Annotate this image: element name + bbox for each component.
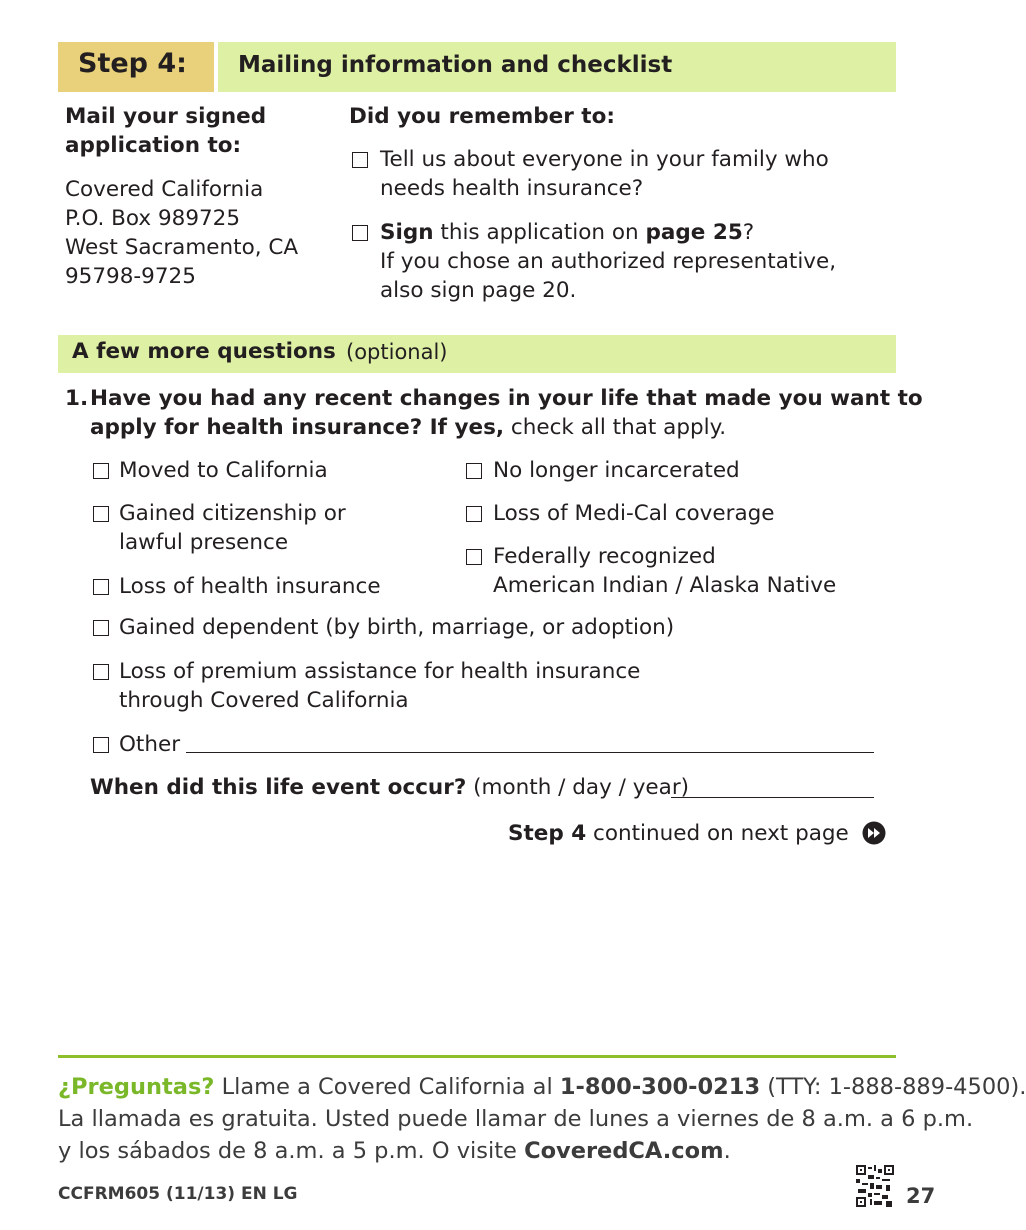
questions-note: (optional) bbox=[346, 340, 448, 364]
option-line: Federally recognized bbox=[493, 544, 716, 569]
moved-label: Moved to California bbox=[119, 458, 328, 483]
loss-health-label: Loss of health insurance bbox=[119, 574, 381, 599]
continued-bold: Step 4 bbox=[508, 821, 587, 846]
sign-mid: this application on bbox=[433, 220, 646, 245]
option-line: through Covered California bbox=[119, 688, 409, 713]
step-badge bbox=[58, 42, 214, 92]
checklist-family-checkbox[interactable] bbox=[352, 152, 368, 168]
incarcerated-checkbox[interactable] bbox=[466, 463, 482, 479]
step-title: Mailing information and checklist bbox=[238, 52, 673, 78]
mail-heading bbox=[65, 102, 266, 160]
when-bold: When did this life event occur? bbox=[90, 775, 467, 800]
option-line: Loss of premium assistance for health insurance bbox=[119, 659, 641, 684]
date-input-line[interactable] bbox=[671, 797, 874, 798]
option-line: American Indian / Alaska Native bbox=[493, 573, 837, 598]
dependent-label: Gained dependent (by birth, marriage, or adoption) bbox=[119, 615, 675, 640]
footer-divider bbox=[58, 1055, 896, 1058]
q1-line2-rest: check all that apply. bbox=[504, 415, 727, 440]
medical-label: Loss of Medi-Cal coverage bbox=[493, 501, 775, 526]
option-line: lawful presence bbox=[119, 530, 289, 555]
footer-text: Llame a Covered California al bbox=[214, 1074, 560, 1100]
sign-bold: Sign bbox=[380, 220, 434, 245]
sign-end: ? bbox=[742, 220, 755, 245]
native-checkbox[interactable] bbox=[466, 549, 482, 565]
citizenship-label bbox=[119, 499, 346, 557]
mail-address bbox=[65, 175, 298, 291]
checklist-family-text bbox=[380, 145, 829, 203]
continued-note bbox=[508, 819, 886, 848]
address-line: Covered California bbox=[65, 177, 264, 202]
loss-health-checkbox[interactable] bbox=[93, 579, 109, 595]
checklist-item-line: also sign page 20. bbox=[380, 278, 577, 303]
footer-text: y los sábados de 8 a.m. a 5 p.m. O visite bbox=[58, 1138, 525, 1164]
option-line: Gained citizenship or bbox=[119, 501, 346, 526]
preguntas-label: ¿Preguntas? bbox=[58, 1074, 215, 1100]
form-code: CCFRM605 (11/13) EN LG bbox=[58, 1184, 298, 1204]
checklist-heading: Did you remember to: bbox=[349, 104, 615, 129]
footer-text: . bbox=[723, 1138, 731, 1164]
q1-line1: Have you had any recent changes in your life that made you want to bbox=[90, 386, 923, 411]
premium-checkbox[interactable] bbox=[93, 664, 109, 680]
checklist-item-line: Tell us about everyone in your family who bbox=[380, 147, 829, 172]
q1-number: 1. bbox=[65, 386, 89, 411]
citizenship-checkbox[interactable] bbox=[93, 506, 109, 522]
q1-line2-bold: apply for health insurance? If yes, bbox=[90, 415, 505, 440]
when-question bbox=[90, 773, 689, 802]
fast-forward-icon bbox=[862, 821, 886, 845]
checklist-item-line: If you chose an authorized representative, bbox=[380, 249, 837, 274]
moved-checkbox[interactable] bbox=[93, 463, 109, 479]
mail-heading-line2: application to: bbox=[65, 133, 242, 158]
footer-line2: La llamada es gratuita. Usted puede llamar de lunes a viernes de 8 a.m. a 6 p.m. bbox=[58, 1106, 974, 1132]
incarcerated-label: No longer incarcerated bbox=[493, 458, 740, 483]
premium-label bbox=[119, 657, 640, 715]
page-number: 27 bbox=[906, 1184, 936, 1208]
checklist-sign-text bbox=[380, 218, 836, 305]
questions-bar bbox=[58, 335, 896, 373]
qr-code-icon bbox=[856, 1165, 894, 1207]
other-input-line[interactable] bbox=[186, 752, 874, 753]
checklist-sign-checkbox[interactable] bbox=[352, 225, 368, 241]
continued-rest: continued on next page bbox=[586, 821, 849, 846]
medical-checkbox[interactable] bbox=[466, 506, 482, 522]
native-label bbox=[493, 542, 836, 600]
footer-contact bbox=[58, 1071, 1026, 1167]
footer-phone: 1-800-300-0213 bbox=[559, 1074, 761, 1100]
when-note: (month / day / year) bbox=[473, 775, 690, 800]
other-label: Other bbox=[119, 732, 181, 757]
step-label: Step 4: bbox=[78, 48, 187, 79]
address-line: West Sacramento, CA bbox=[65, 235, 299, 260]
address-line: P.O. Box 989725 bbox=[65, 206, 241, 231]
mail-heading-line1: Mail your signed bbox=[65, 104, 267, 129]
other-checkbox[interactable] bbox=[93, 737, 109, 753]
checklist-item-line: needs health insurance? bbox=[380, 176, 644, 201]
page-bold: page 25 bbox=[645, 220, 743, 245]
footer-website: CoveredCA.com bbox=[524, 1138, 724, 1164]
questions-heading: A few more questions bbox=[72, 339, 336, 364]
dependent-checkbox[interactable] bbox=[93, 620, 109, 636]
address-line: 95798-9725 bbox=[65, 264, 196, 289]
step-title-bar bbox=[218, 42, 896, 92]
q1-text bbox=[90, 384, 923, 442]
footer-text: (TTY: 1-888-889-4500). bbox=[760, 1074, 1026, 1100]
